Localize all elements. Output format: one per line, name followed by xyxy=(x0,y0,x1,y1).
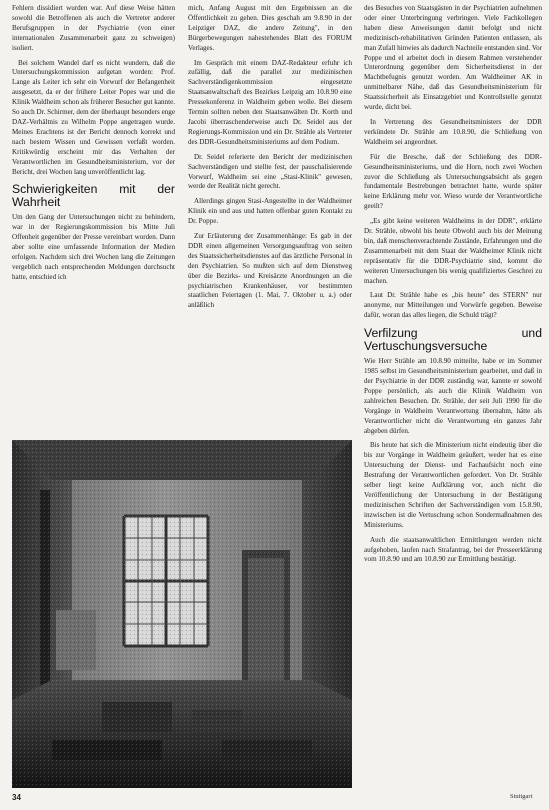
footer-text: Stuttgart xyxy=(510,793,533,800)
clinic-photo xyxy=(12,440,352,788)
paragraph: Auch die staatsanwaltlichen Ermittlungen werden nicht aufgehoben, laufen nach Strafantrag, bei der Presseerklärung vom 10.8.90 und am 10.8.90 zur Ermittlung bestätigt. xyxy=(364,535,542,564)
paragraph: mich, Anfang August mit den Ergebnissen an die Öffentlichkeit zu gehen. Dies geschah am 9.8.90 in der Leipziger DAZ, die andere Zeitung", in den Bürgerbewegungen nahestehendes Blatt des FORUM Verlages. xyxy=(188,4,352,52)
paragraph: In Vertretung des Gesundheitsministers der DDR verkündete Dr. Strähle am 10.8.90, die Schließung von Waldheim sei angeordnet. xyxy=(364,117,542,146)
paragraph: Im Gespräch mit einem DAZ-Redakteur erfuhr ich zufällig, daß die parallel zur medizinischen Sachverständigenkommission eingesetzte Staatsanwaltschaft des Bezirkes Leipzig am 10.8.90 eine Pressekonferenz in Waldheim geben wolle. Bei diesem Termin sollten neben den Staatsanwälten Dr. Korth und Jacobi überraschenderweise auch Dr. Seidel aus der Regierungs-Kommission und ein Dr. Strähle als Vertreter des DDR-Gesundheitsministeriums auf dem Podium. xyxy=(188,58,352,146)
article-column-1 xyxy=(12,4,175,288)
article-column-3 xyxy=(364,4,542,570)
paragraph: Allerdings gingen Stasi-Angestellte in der Waldheimer Klinik ein und aus und hatten offenbar guten Kontakt zu Dr. Poppe. xyxy=(188,197,352,226)
section-heading: Schwierigkeiten mit der Wahrheit xyxy=(12,182,175,210)
paragraph: Um den Gang der Untersuchungen nicht zu behindern, war in der Regierungskommission bis Mitte Juli Offenheit gegenüber der Presse vereinbart worden. Dann aber sollte eine umfassende Information der Medien erfolgen. Nachdem sich drei Wochen lang die Zeitungen vergeblich nach entsprechenden Meldungen durchsucht hatte, entschied ich xyxy=(12,213,175,281)
paragraph: Für die Bresche, daß der Schließung des DDR-Gesundheitsministeriums, und die Horn, noch zwei Wochen zuvor die Schließung als Untersuchungsabsicht als gegen fundamentale Bestrebungen betrachtet hatte, wurde später keine Erklärung mehr vor. Wieso wurde der Verantwortliche geeilt? xyxy=(364,152,542,211)
clinic-room-image xyxy=(12,440,352,788)
paragraph: Laut Dr. Strähle habe es „bis heute" des STERN" nur anonyme, nur Mitteilungen und Vorwürfe gegeben. Beweise dafür, woran das alles liegen, die Schuld trägt? xyxy=(364,291,542,320)
paragraph: Bei solchem Wandel darf es nicht wundern, daß die Untersuchungskommission aufgetan worden: Prof. Lange als Leiter ich sehr ein Vorwurf der Befangenheit ausgesetzt, da er der frühere Leiter Popes war und die Klinik Waldheim schon als früherer Besucher gut kannte. So auch Dr. Schirmer, dem der überhaupt besonders enge DAZ-Verhältnis zu Wilhelm Poppe angetragen wurde. Meines Erachtens ist der Bericht dennoch korrekt und nach bestem Wissen und Gewissen verfaßt worden. Kritikwürdig erscheint mir das Verhalten der Verantwortlichen im Gesundheitsministerium, vor der Bericht, drei Wochen lang unveröffentlicht lag. xyxy=(12,58,175,176)
article-column-2 xyxy=(188,4,352,316)
paragraph: Zur Erläuterung der Zusammenhänge: Es gab in der DDR einen allgemeinen Versorgungsauftrag von seiten des Staatssicherheitsdienstes auf das ärztliche Personal in den Psychiatrien. So mußten sich auf dem Dienstweg über die Bezirks- und Kreisärzte Anordnungen an die psychiatrischen Krankenhäuser, vor bestimmten staatlichen Feiertagen (1. Mai, 7. Oktober u. a.) oder anläßlich xyxy=(188,232,352,310)
photo-caption: Durchsuchung in der Klinik Waldheim xyxy=(14,779,116,786)
paragraph: Bis heute hat sich die Ministerium nicht eindeutig über die bis zur Vorgänge in Waldheim geäußert, weder hat es eine Untersuchung der Dienst- und Fachaufsicht noch eine Bestrafung der Verantwortlichen gefordert. Von Dr. Strähle selber liegt keine Aufklärung vor, auch nicht die Veröffentlichung der Untersuchung in der Bestätigung medizinischen Schriften der Sachverständigen vom 15.8.90, inzwischen ist die Vertuschung schon Sondermaßnahmen des Ministeriums. xyxy=(364,441,542,529)
paragraph: des Besuches von Staatsgästen in der Psychiatrien aufnehmen oder einer Unterbringung verbringen. Viele Fachkollegen haben diese Anweisungen damit befolgt und nicht medizinisch-rehabilitativen Gründen Patienten entlassen, als man Zufall hinwies als dadurch Nachteile entstanden sind. Vor Poppe und el arbeitet doch in diesem Rahmen verstehender Unterordnung gegenüber dem Sicherheitsdienst in der Machtbefugnis genutzt worden. Am Waldheimer AK in unmittelbarer Nähe, daß das Gesundheitsministerium für Staatssicherheit als Einsatzgebiet und Kontrollstelle genutzt wurde, dicht bei. xyxy=(364,4,542,112)
section-heading: Verfilzung und Vertuschungsversuche xyxy=(364,326,542,354)
paragraph: Fehlern dissidiert wurden war. Auf diese Weise hätten sowohl die Betroffenen als auch die Vertreter anderer Berufsgruppen in der Psychiatrie (von einer internationalen Zusammenarbeit ganz zu schweigen) isoliert. xyxy=(12,4,175,52)
page-number: 34 xyxy=(12,793,21,802)
paragraph: Wie Herr Strähle am 10.8.90 mitteilte, habe er im Sommer 1985 selbst im Gesundheitsministerium gearbeitet, und daß in der Psychiatrie in der DDR zuständig war, kannte er sowohl Poppe persönlich, als auch die Klinik Waldheim von zahlreichen Besuchen. Dr. Strähle, der seit Juli 1990 für die Vorgänge in Waldheim Verantwortung übernahm, hätte als Verantwortlicher nicht die Verantwortung ein ganzes Jahr abgeben dürfen. xyxy=(364,357,542,435)
paragraph: „Es gibt keine weiteren Waldheims in der DDR", erklärte Dr. Strähle, obwohl bis heute Obwohl auch bis der Meinung bin, daß menschenverachtende Zustände, Erfahrungen und die Zusammenarbeit mit dem Staat der Waldheimer Klinik nicht repräsentativ für die DDR-Psychiatrie sind, kommt die weiteren Untersuchungen bis wenig qualifiziertes Geschrei zu machen. xyxy=(364,217,542,285)
paragraph: Dr. Seidel referierte den Bericht der medizinischen Sachverständigen und stellte fest, der pauschalisierende Vorwurf, Waldheim sei eine „Stasi-Klinik" gewesen, werde der Realität nicht gerecht. xyxy=(188,152,352,191)
